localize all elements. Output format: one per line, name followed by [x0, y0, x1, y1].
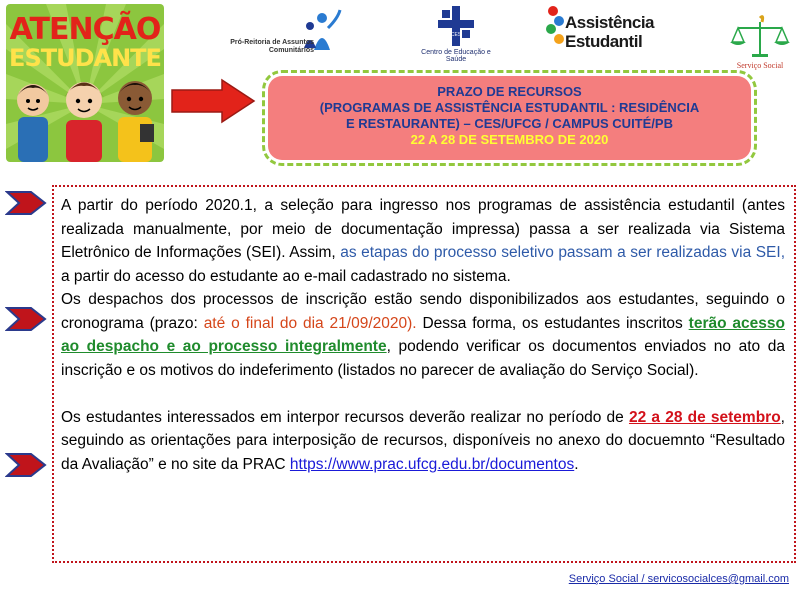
content-text: [61, 194, 785, 476]
p3-text: Os estudantes interessados em interpor recursos deverão realizar no período de: [61, 408, 629, 426]
p3-period: 22 a 28 de setembro: [628, 408, 781, 426]
scales-icon: [728, 14, 792, 60]
ces-logo: [418, 4, 494, 64]
assistencia-label-1: Assistência: [565, 13, 654, 32]
servico-social-logo: [728, 14, 792, 72]
chevron-bullet-icon: [5, 190, 47, 216]
atencao-estudante-banner: [6, 4, 164, 162]
p2-text-mid: Dessa forma, os estudantes inscritos: [416, 314, 689, 332]
paragraph-recursos: [61, 406, 785, 477]
banner-headline-1: ATENÇÃO: [9, 12, 161, 47]
title-box: [262, 70, 757, 166]
p1-text-end: a partir do acesso do estudante ao e-mail cadastrado no sistema.: [61, 267, 511, 285]
assistencia-dots-icon: [545, 5, 565, 51]
ces-cross-icon: [418, 4, 494, 48]
footer-contact: Serviço Social / servicosocialces@gmail.com: [568, 573, 789, 585]
chevron-bullet-icon: [5, 306, 47, 332]
ces-label: Centro de Educação e Saúde: [421, 49, 491, 63]
p3-text-end: .: [574, 455, 579, 473]
banner-headline-2: ESTUDANTE: [9, 44, 161, 72]
p1-text: A partir do período 2020.1, a seleção para ingresso nos programas de assistência estudantil (antes realizada manualmente, por meio de documentação impressa) passa a ser realizada via Sistema Eletrônico de Informações (SEI). Assim,: [61, 197, 785, 261]
assistencia-estudantil-logo: [545, 5, 660, 55]
big-arrow-icon: [170, 78, 256, 124]
title-line-2: (PROGRAMAS DE ASSISTÊNCIA ESTUDANTIL : RESIDÊNCIA: [319, 100, 700, 115]
p2-text: Os despachos dos processos de inscrição estão sendo disponibilizados aos estudantes, seguindo o cronograma (prazo:: [61, 291, 785, 332]
title-background: [268, 76, 751, 160]
title-dates: 22 A 28 DE SETEMBRO DE 2020: [410, 132, 609, 147]
p2-deadline: até o final do dia 21/09/2020).: [203, 314, 417, 332]
prac-logo: [222, 8, 342, 53]
prac-label: Pró-Reitoria de Assuntos Comunitários: [230, 39, 314, 54]
prac-documentos-link[interactable]: https://www.prac.ufcg.edu.br/documentos: [289, 455, 575, 473]
title-line-1: PRAZO DE RECURSOS: [437, 84, 582, 99]
chevron-bullet-icon: [5, 452, 47, 478]
p1-highlight: as etapas do processo seletivo passam a ser realizadas via SEI,: [340, 244, 785, 261]
p2-highlight: terão acesso ao despacho e ao processo integralmente: [61, 314, 786, 355]
paragraph-sei: [61, 194, 785, 288]
assistencia-label-2: Estudantil: [565, 32, 643, 51]
title-line-3: E RESTAURANTE) – CES/UFCG / CAMPUS CUITÉ/PB: [346, 116, 673, 131]
servico-social-label: Serviço Social: [736, 61, 784, 70]
p2-text-end: , podendo verificar os documentos enviados no ato da inscrição e os motivos do indeferimento (listados no parecer de avaliação do Serviço Social).: [61, 338, 785, 379]
p3-text-mid: , seguindo as orientações para interposição de recursos, disponíveis no anexo do docuemnto “Resultado da Avaliação” e no site da PRAC: [61, 408, 785, 473]
paragraph-despachos: [61, 288, 785, 382]
students-illustration: [6, 62, 164, 162]
ces-badge: CES: [450, 32, 462, 38]
